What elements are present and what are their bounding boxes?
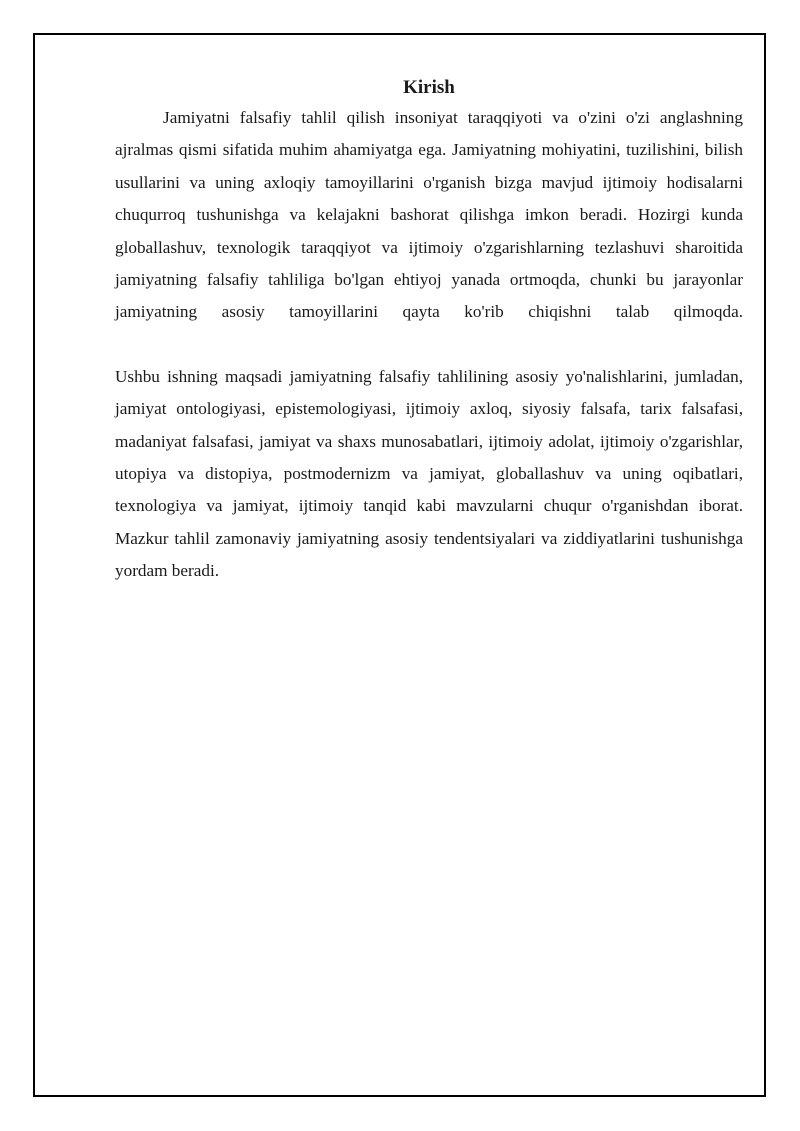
section-heading: Kirish [403,77,455,98]
document-body [115,74,743,588]
paragraph-spacer [115,329,743,361]
purpose-paragraph: Ushbu ishning maqsadi jamiyatning falsafiy tahlilining asosiy yo'nalishlarini, jumladan, jamiyat ontologiyasi, epistemologiyasi, ijtimoiy axloq, siyosiy falsafa, tarix falsafasi, madaniyat falsafasi, jamiyat va shaxs munosabatlari, ijtimoiy adolat, ijtimoiy o'zgarishlar, utopiya va distopiya, postmodernizm va jamiyat, globallashuv va uning oqibatlari, texnologiya va jamiyat, ijtimoiy tanqid kabi mavzularni chuqur o'rganishdan iborat. Mazkur tahlil zamonaviy jamiyatning asosiy tendentsiyalari va ziddiyatlarini tushunishga yordam beradi. [115,366,743,581]
intro-paragraph: Jamiyatni falsafiy tahlil qilish insoniyat taraqqiyoti va o'zini o'zi anglashning ajralmas qismi sifatida muhim ahamiyatga ega. Jamiyatning mohiyatini, tuzilishini, bilish usullarini va uning axloqiy tamoyillarini o'rganish bizga mavjud ijtimoiy hodisalarni chuqurroq tushunishga va kelajakni bashorat qilishga imkon beradi. Hozirgi kunda globallashuv, texnologik taraqqiyot va ijtimoiy o'zgarishlarning tezlashuvi sharoitida jamiyatning falsafiy tahliliga bo'lgan ehtiyoj yanada ortmoqda, chunki bu jarayonlar jamiyatning asosiy tamoyillarini qayta ko'rib chiqishni talab qilmoqda. [115,108,743,322]
